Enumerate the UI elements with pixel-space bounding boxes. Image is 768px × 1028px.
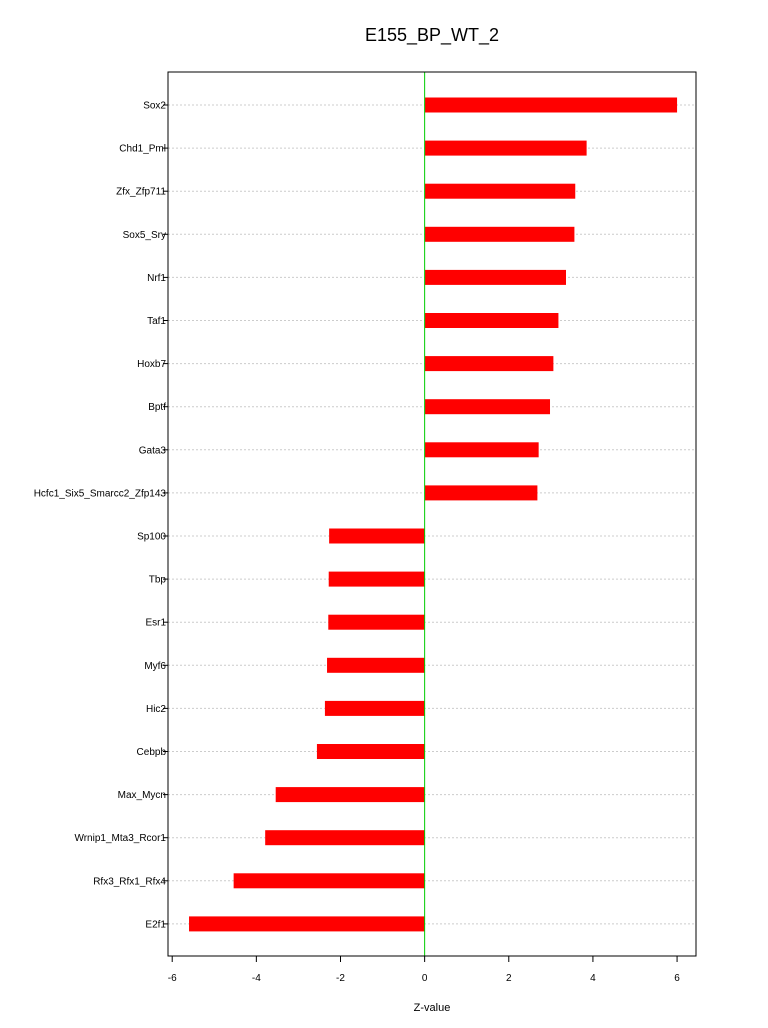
x-tick-label: 2 bbox=[505, 973, 512, 984]
category-label: Max_Mycn bbox=[117, 790, 166, 802]
bar-nrf1 bbox=[425, 270, 566, 285]
x-tick-label: -4 bbox=[251, 973, 261, 984]
x-axis bbox=[168, 956, 681, 984]
category-label: Taf1 bbox=[147, 316, 166, 327]
bar-hcfc1-six5-smarcc2-zfp143 bbox=[425, 485, 538, 500]
bar-max-mycn bbox=[276, 787, 425, 802]
bar-sp100 bbox=[329, 529, 425, 544]
category-label: Rfx3_Rfx1_Rfx4 bbox=[93, 876, 166, 888]
category-labels bbox=[34, 101, 168, 931]
category-label: Hcfc1_Six5_Smarcc2_Zfp143 bbox=[33, 488, 166, 500]
category-label: Gata3 bbox=[138, 445, 166, 457]
plot-frame bbox=[168, 72, 696, 956]
bar-chd1-pml bbox=[425, 141, 587, 156]
bar-cebpb bbox=[317, 744, 425, 759]
x-tick-label: 6 bbox=[674, 973, 680, 984]
category-label: Hic2 bbox=[145, 703, 166, 715]
category-label: Sp100 bbox=[137, 531, 166, 543]
x-axis-label: Z-value bbox=[413, 1002, 451, 1014]
bar-wrnip1-mta3-rcor1 bbox=[265, 830, 424, 845]
chart-title: E155_BP_WT_2 bbox=[364, 25, 500, 45]
bar-myf6 bbox=[327, 658, 425, 673]
category-label: Bptf bbox=[148, 402, 166, 414]
category-label: Hoxb7 bbox=[137, 359, 166, 371]
x-tick-label: -2 bbox=[336, 973, 345, 984]
category-label: Wrnip1_Mta3_Rcor1 bbox=[74, 833, 166, 845]
category-label: Myf6 bbox=[144, 660, 166, 672]
bar-sox2 bbox=[425, 98, 677, 113]
bar-rfx3-rfx1-rfx4 bbox=[234, 873, 425, 888]
x-tick-label: 4 bbox=[590, 973, 596, 984]
bar-zfx-zfp711 bbox=[425, 184, 576, 199]
x-tick-label: -6 bbox=[167, 973, 177, 984]
bar-hoxb7 bbox=[425, 356, 554, 371]
bar-tbp bbox=[329, 572, 425, 587]
category-label: Esr1 bbox=[145, 617, 166, 629]
bar-bptf bbox=[425, 399, 550, 414]
category-label: Zfx_Zfp711 bbox=[116, 186, 166, 198]
bar-hic2 bbox=[325, 701, 425, 716]
category-label: Nrf1 bbox=[147, 272, 166, 284]
x-tick-label: 0 bbox=[421, 973, 428, 984]
category-label: E2f1 bbox=[145, 919, 166, 931]
category-label: Chd1_Pml bbox=[119, 143, 166, 155]
category-label: Cebpb bbox=[136, 747, 166, 758]
bar-e2f1 bbox=[189, 916, 425, 931]
category-label: Sox5_Sry bbox=[122, 229, 166, 241]
bar-esr1 bbox=[328, 615, 424, 630]
bar-gata3 bbox=[425, 442, 539, 457]
bar-sox5-sry bbox=[425, 227, 575, 242]
category-label: Tbp bbox=[148, 574, 166, 586]
bars bbox=[189, 98, 677, 932]
bar-taf1 bbox=[425, 313, 559, 328]
category-label: Sox2 bbox=[143, 100, 166, 112]
